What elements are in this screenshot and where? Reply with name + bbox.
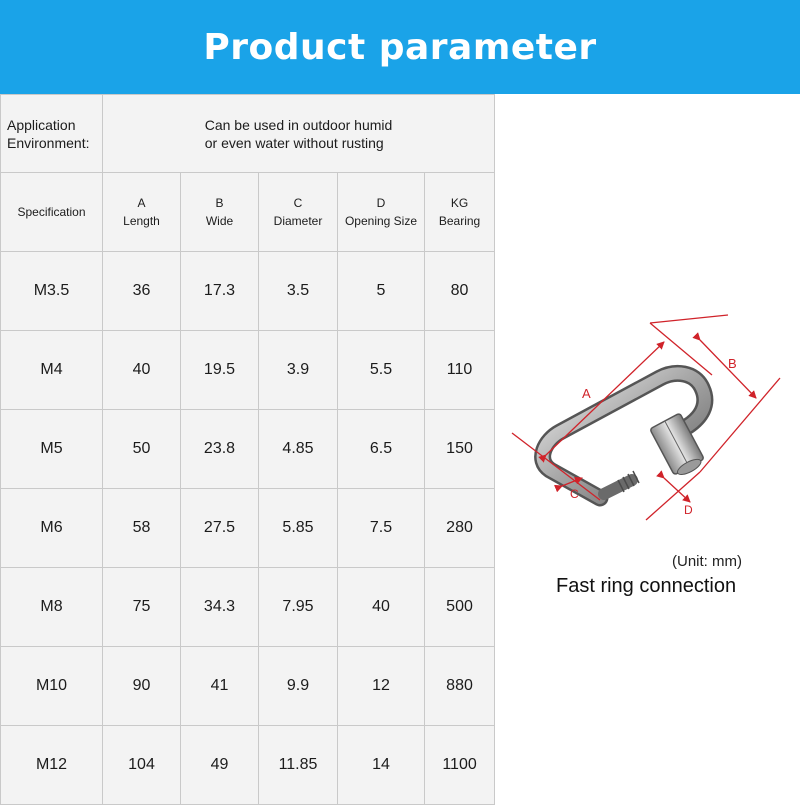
cell-opening-size: 5 (338, 252, 425, 331)
parameter-table (0, 94, 495, 805)
cell-wide: 23.8 (181, 410, 259, 489)
table-row (1, 647, 495, 726)
cell-bearing: 880 (425, 647, 495, 726)
cell-specification: M4 (1, 331, 103, 410)
cell-opening-size: 5.5 (338, 331, 425, 410)
quick-link-image (543, 373, 707, 498)
cell-length: 104 (103, 726, 181, 805)
cell-bearing: 1100 (425, 726, 495, 805)
environment-label: Application Environment: (1, 95, 103, 173)
table-row (1, 252, 495, 331)
cell-diameter: 9.9 (259, 647, 338, 726)
cell-diameter: 4.85 (259, 410, 338, 489)
cell-diameter: 5.85 (259, 489, 338, 568)
cell-wide: 49 (181, 726, 259, 805)
cell-diameter: 3.5 (259, 252, 338, 331)
column-header-specification: Specification (1, 173, 103, 252)
table-row (1, 489, 495, 568)
column-header-wide: B Wide (181, 173, 259, 252)
cell-bearing: 110 (425, 331, 495, 410)
environment-description: Can be used in outdoor humid or even water without rusting (103, 95, 495, 173)
cell-diameter: 3.9 (259, 331, 338, 410)
header-banner (0, 0, 800, 94)
cell-diameter: 11.85 (259, 726, 338, 805)
cell-length: 75 (103, 568, 181, 647)
cell-wide: 17.3 (181, 252, 259, 331)
dimension-label-b: B (728, 356, 737, 371)
cell-length: 36 (103, 252, 181, 331)
cell-wide: 27.5 (181, 489, 259, 568)
cell-specification: M3.5 (1, 252, 103, 331)
cell-opening-size: 6.5 (338, 410, 425, 489)
table-row (1, 410, 495, 489)
table-header-row (1, 173, 495, 252)
dimension-d (646, 472, 700, 520)
column-header-opening-size: D Opening Size (338, 173, 425, 252)
column-header-bearing: KG Bearing (425, 173, 495, 252)
cell-length: 50 (103, 410, 181, 489)
cell-length: 90 (103, 647, 181, 726)
cell-bearing: 280 (425, 489, 495, 568)
unit-caption: (Unit: mm) (672, 553, 742, 570)
cell-wide: 19.5 (181, 331, 259, 410)
column-header-length: A Length (103, 173, 181, 252)
cell-specification: M8 (1, 568, 103, 647)
cell-length: 40 (103, 331, 181, 410)
page-title: Product parameter (203, 26, 597, 68)
cell-opening-size: 7.5 (338, 489, 425, 568)
cell-specification: M5 (1, 410, 103, 489)
column-header-diameter: C Diameter (259, 173, 338, 252)
quick-link-diagram (494, 94, 800, 544)
cell-wide: 41 (181, 647, 259, 726)
cell-wide: 34.3 (181, 568, 259, 647)
cell-opening-size: 14 (338, 726, 425, 805)
cell-opening-size: 12 (338, 647, 425, 726)
dimension-label-a: A (582, 386, 591, 401)
product-caption: Fast ring connection (556, 575, 737, 597)
cell-opening-size: 40 (338, 568, 425, 647)
cell-diameter: 7.95 (259, 568, 338, 647)
cell-length: 58 (103, 489, 181, 568)
table-row (1, 568, 495, 647)
table-row (1, 331, 495, 410)
cell-specification: M6 (1, 489, 103, 568)
cell-bearing: 150 (425, 410, 495, 489)
environment-row (1, 95, 495, 173)
table-row (1, 726, 495, 805)
cell-specification: M10 (1, 647, 103, 726)
dimension-label-c: C (570, 487, 579, 501)
dimension-label-d: D (684, 503, 693, 517)
cell-specification: M12 (1, 726, 103, 805)
cell-bearing: 500 (425, 568, 495, 647)
cell-bearing: 80 (425, 252, 495, 331)
